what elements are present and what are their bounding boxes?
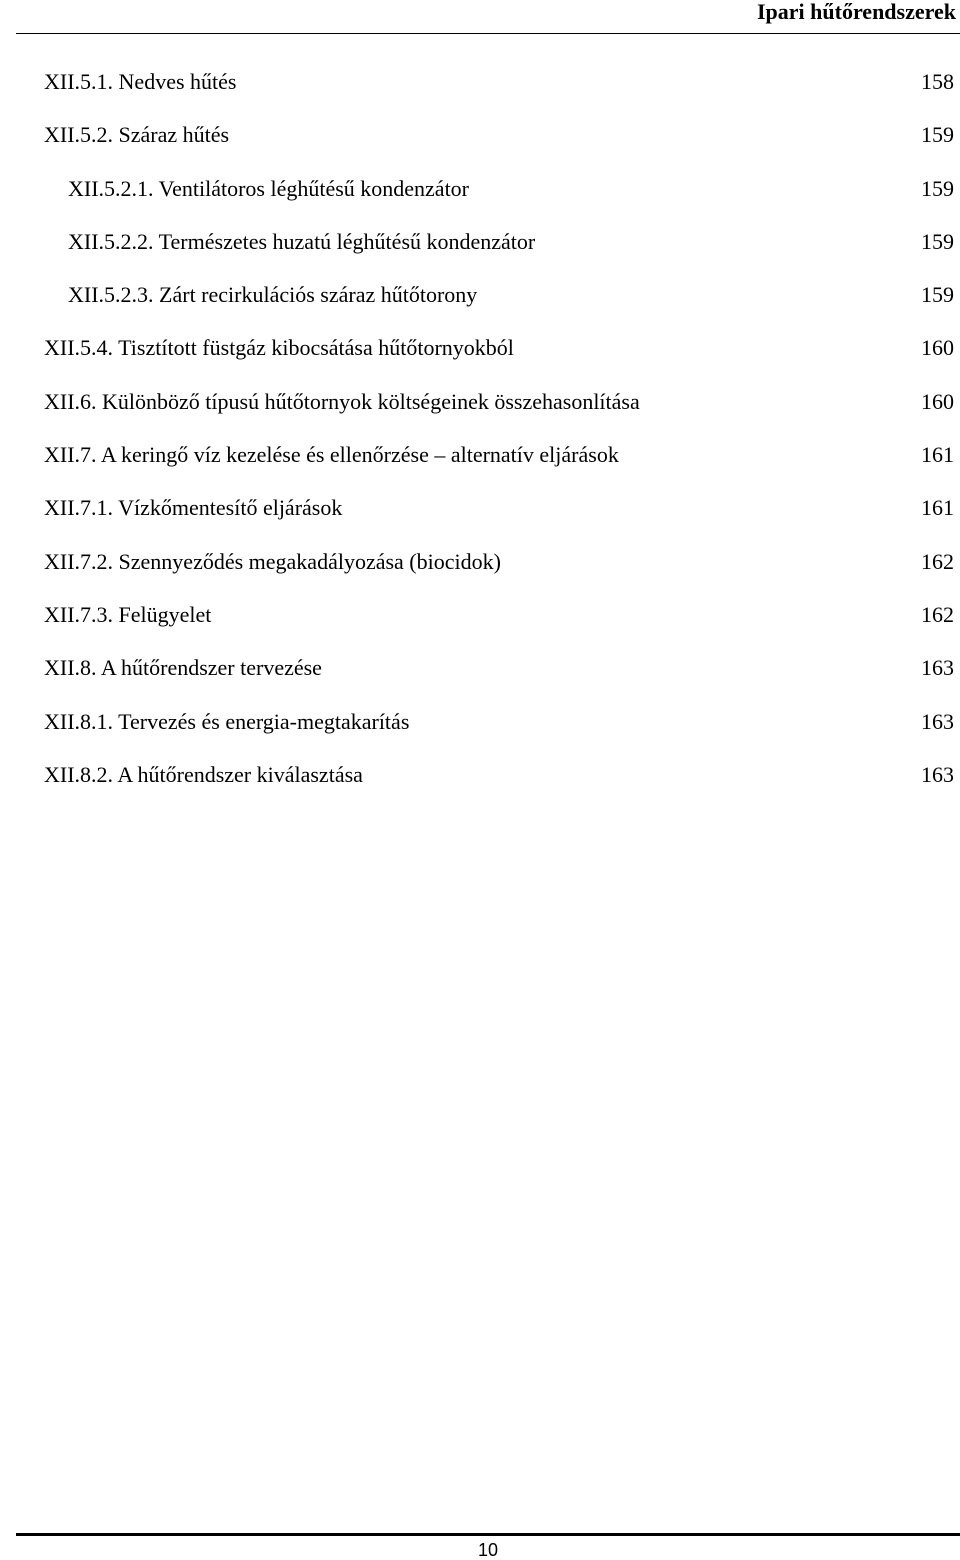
toc-entry-page: 163 [921, 708, 954, 734]
toc-entry-label: XII.8.2. A hűtőrendszer kiválasztása [44, 761, 363, 787]
toc-entry-page: 158 [921, 69, 954, 94]
toc-entry[interactable] [0, 279, 960, 332]
toc-entry-label: XII.5.4. Tisztított füstgáz kibocsátása hűtőtornyokból [44, 335, 514, 361]
toc-entry[interactable] [0, 492, 960, 545]
toc-entry[interactable] [0, 759, 960, 812]
toc-entry-label: XII.5.2. Száraz hűtés [44, 122, 230, 148]
toc-entry[interactable] [0, 332, 960, 385]
toc-entry-label: XII.7. A keringő víz kezelése és ellenőrzése – alternatív eljárások [44, 442, 619, 468]
toc-entry-label: XII.7.2. Szennyeződés megakadályozása (biocidok) [44, 548, 501, 574]
table-of-contents [0, 66, 960, 812]
toc-entry[interactable] [0, 599, 960, 652]
toc-entry-label: XII.6. Különböző típusú hűtőtornyok költségeinek összehasonlítása [44, 388, 640, 414]
running-header: Ipari hűtőrendszerek [756, 0, 956, 24]
toc-entry-label: XII.5.1. Nedves hűtés [44, 69, 237, 94]
toc-entry-label: XII.8.1. Tervezés és energia-megtakarítás [44, 708, 410, 734]
toc-entry-page: 159 [921, 282, 954, 308]
toc-entry-page: 159 [921, 122, 954, 148]
toc-entry[interactable] [0, 386, 960, 439]
toc-entry[interactable] [0, 226, 960, 279]
header-rule [16, 33, 960, 34]
toc-entry-page: 162 [921, 601, 954, 627]
toc-entry-label: XII.7.3. Felügyelet [44, 601, 212, 627]
toc-entry-label: XII.7.1. Vízkőmentesítő eljárások [44, 495, 343, 521]
toc-entry-label: XII.5.2.3. Zárt recirkulációs száraz hűtőtorony [68, 282, 478, 308]
toc-entry-page: 163 [921, 655, 954, 681]
toc-entry[interactable] [0, 439, 960, 492]
toc-entry-page: 161 [921, 442, 954, 468]
toc-entry-label: XII.8. A hűtőrendszer tervezése [44, 655, 322, 681]
toc-entry-page: 163 [921, 761, 954, 787]
toc-entry-page: 162 [921, 548, 954, 574]
toc-entry-label: XII.5.2.2. Természetes huzatú léghűtésű kondenzátor [68, 228, 536, 254]
footer-rule [16, 1533, 960, 1536]
toc-entry-page: 159 [921, 228, 954, 254]
toc-entry-page: 159 [921, 175, 954, 201]
toc-entry-page: 160 [921, 388, 954, 414]
page-number: 10 [477, 1540, 499, 1560]
toc-entry[interactable] [0, 119, 960, 172]
toc-entry[interactable] [0, 652, 960, 705]
toc-entry[interactable] [0, 706, 960, 759]
toc-entry-page: 161 [921, 495, 954, 521]
toc-entry[interactable] [0, 546, 960, 599]
toc-entry-page: 160 [921, 335, 954, 361]
toc-entry[interactable] [0, 173, 960, 226]
toc-entry[interactable] [0, 66, 960, 119]
toc-entry-label: XII.5.2.1. Ventilátoros léghűtésű kondenzátor [68, 175, 470, 201]
